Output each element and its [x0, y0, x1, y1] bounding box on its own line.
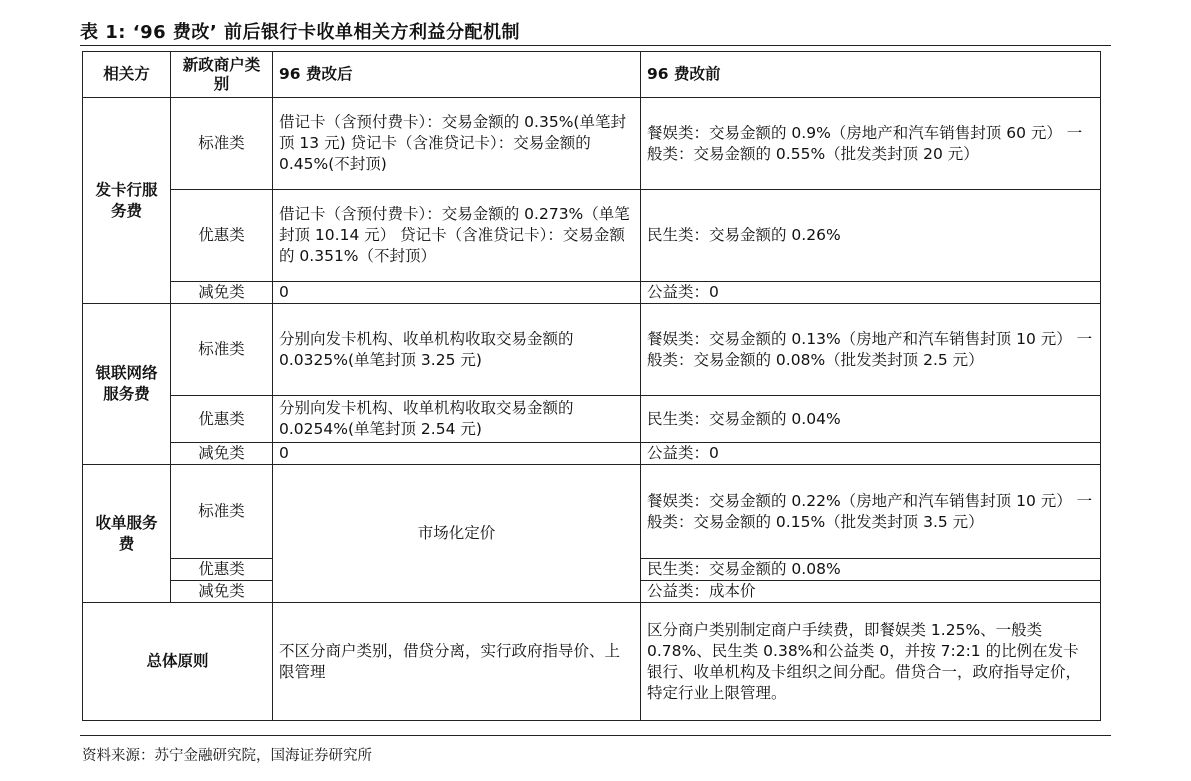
acquirer-fee-label: 收单服务费	[83, 465, 171, 603]
unionpay-preferential-type: 优惠类	[171, 396, 273, 443]
unionpay-exempt-type: 减免类	[171, 443, 273, 465]
table-row	[83, 465, 1101, 559]
table-row	[83, 396, 1101, 443]
table-row	[83, 304, 1101, 396]
header-merchant-type: 新政商户类别	[171, 52, 273, 98]
unionpay-preferential-after: 分别向发卡机构、收单机构收取交易金额的 0.0254%(单笔封顶 2.54 元)	[273, 396, 641, 443]
acquirer-preferential-before: 民生类：交易金额的 0.08%	[641, 559, 1101, 581]
acquirer-preferential-type: 优惠类	[171, 559, 273, 581]
fee-distribution-table	[82, 51, 1101, 721]
source-note: 资料来源：苏宁金融研究院，国海证券研究所	[82, 748, 372, 764]
unionpay-standard-before: 餐娱类：交易金额的 0.13%（房地产和汽车销售封顶 10 元） 一般类：交易金额的 0.08%（批发类封顶 2.5 元）	[641, 304, 1101, 396]
unionpay-standard-type: 标准类	[171, 304, 273, 396]
acquirer-standard-before: 餐娱类：交易金额的 0.22%（房地产和汽车销售封顶 10 元） 一般类：交易金额的 0.15%（批发类封顶 3.5 元）	[641, 465, 1101, 559]
acquirer-standard-type: 标准类	[171, 465, 273, 559]
issuer-preferential-type: 优惠类	[171, 190, 273, 282]
issuer-preferential-after: 借记卡（含预付费卡）：交易金额的 0.273%（单笔封顶 10.14 元） 贷记卡（含准贷记卡）：交易金额的 0.351%（不封顶）	[273, 190, 641, 282]
header-party: 相关方	[83, 52, 171, 98]
table-row	[83, 282, 1101, 304]
issuer-preferential-before: 民生类：交易金额的 0.26%	[641, 190, 1101, 282]
overall-before: 区分商户类别制定商户手续费，即餐娱类 1.25%、一般类 0.78%、民生类 0.38%和公益类 0，并按 7:2:1 的比例在发卡银行、收单机构及卡组织之间分配。借贷合一，政府指导定价，特定行业上限管理。	[641, 603, 1101, 721]
bottom-rule	[80, 735, 1111, 736]
unionpay-preferential-before: 民生类：交易金额的 0.04%	[641, 396, 1101, 443]
issuer-standard-after: 借记卡（含预付费卡）：交易金额的 0.35%(单笔封顶 13 元) 贷记卡（含准贷记卡）：交易金额的 0.45%(不封顶)	[273, 98, 641, 190]
header-after: 96 费改后	[273, 52, 641, 98]
overall-after: 不区分商户类别，借贷分离，实行政府指导价、上限管理	[273, 603, 641, 721]
top-rule	[80, 45, 1111, 46]
issuer-standard-type: 标准类	[171, 98, 273, 190]
issuer-exempt-type: 减免类	[171, 282, 273, 304]
issuer-exempt-after: 0	[273, 282, 641, 304]
acquirer-exempt-before: 公益类：成本价	[641, 581, 1101, 603]
issuer-exempt-before: 公益类：0	[641, 282, 1101, 304]
table-row	[83, 603, 1101, 721]
issuer-fee-label: 发卡行服务费	[83, 98, 171, 304]
unionpay-exempt-before: 公益类：0	[641, 443, 1101, 465]
unionpay-exempt-after: 0	[273, 443, 641, 465]
acquirer-after: 市场化定价	[273, 465, 641, 603]
unionpay-standard-after: 分别向发卡机构、收单机构收取交易金额的 0.0325%(单笔封顶 3.25 元)	[273, 304, 641, 396]
table-header-row	[83, 52, 1101, 98]
header-before: 96 费改前	[641, 52, 1101, 98]
acquirer-exempt-type: 减免类	[171, 581, 273, 603]
overall-principle-label: 总体原则	[83, 603, 273, 721]
unionpay-fee-label: 银联网络服务费	[83, 304, 171, 465]
table-row	[83, 443, 1101, 465]
table-row	[83, 98, 1101, 190]
table-title: 表 1: ‘96 费改’ 前后银行卡收单相关方利益分配机制	[80, 22, 521, 43]
issuer-standard-before: 餐娱类：交易金额的 0.9%（房地产和汽车销售封顶 60 元） 一般类：交易金额的 0.55%（批发类封顶 20 元）	[641, 98, 1101, 190]
table-row	[83, 190, 1101, 282]
